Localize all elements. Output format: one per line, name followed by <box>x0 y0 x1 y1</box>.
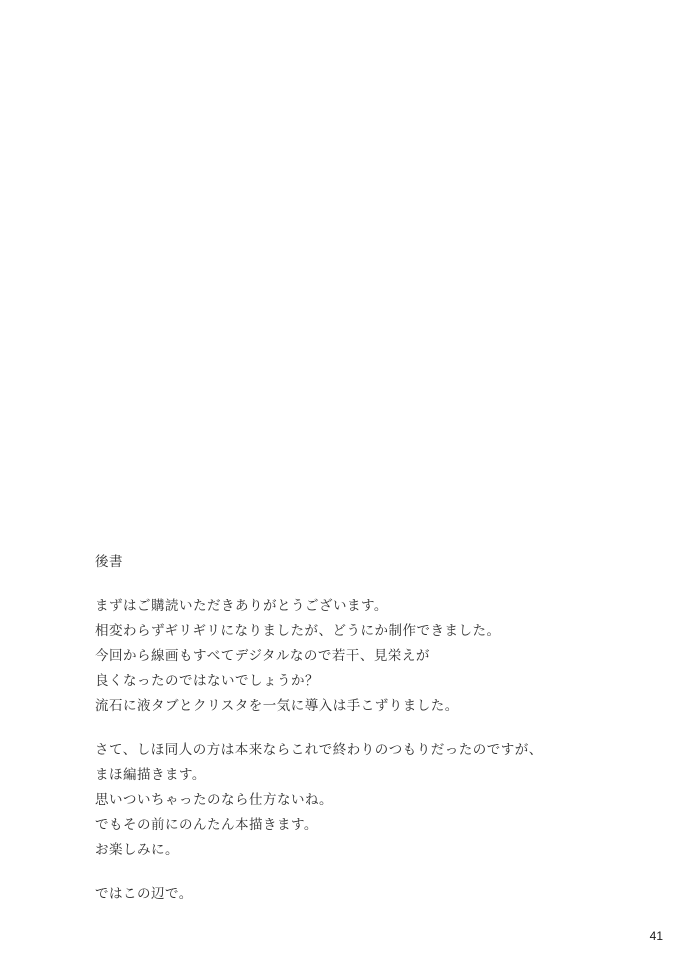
text-line: お楽しみに。 <box>95 842 179 857</box>
text-line: 相変わらずギリギリになりましたが、どうにか制作できました。 <box>95 623 501 638</box>
text-line: 流石に液タブとクリスタを一気に導入は手こずりました。 <box>95 698 459 713</box>
text-line: ではこの辺で。 <box>95 886 193 901</box>
text-line: 思いついちゃったのなら仕方ないね。 <box>95 792 333 807</box>
paragraph-closing <box>95 881 543 906</box>
text-line: 今回から線画もすべてデジタルなので若干、見栄えが <box>95 648 430 663</box>
text-line: さて、しほ同人の方は本来ならこれで終わりのつもりだったのですが、 <box>95 742 543 757</box>
text-line: でもその前にのんたん本描きます。 <box>95 817 318 832</box>
page-number: 41 <box>649 929 663 943</box>
afterword-text-block <box>95 549 543 906</box>
paragraph-thanks <box>95 593 543 718</box>
afterword-heading: 後書 <box>95 554 123 569</box>
text-line: 良くなったのではないでしょうか？ <box>95 673 319 688</box>
paragraph-future-plans <box>95 737 543 862</box>
text-line: まずはご購読いただきありがとうございます。 <box>95 598 388 613</box>
text-line: まほ編描きます。 <box>95 767 206 782</box>
